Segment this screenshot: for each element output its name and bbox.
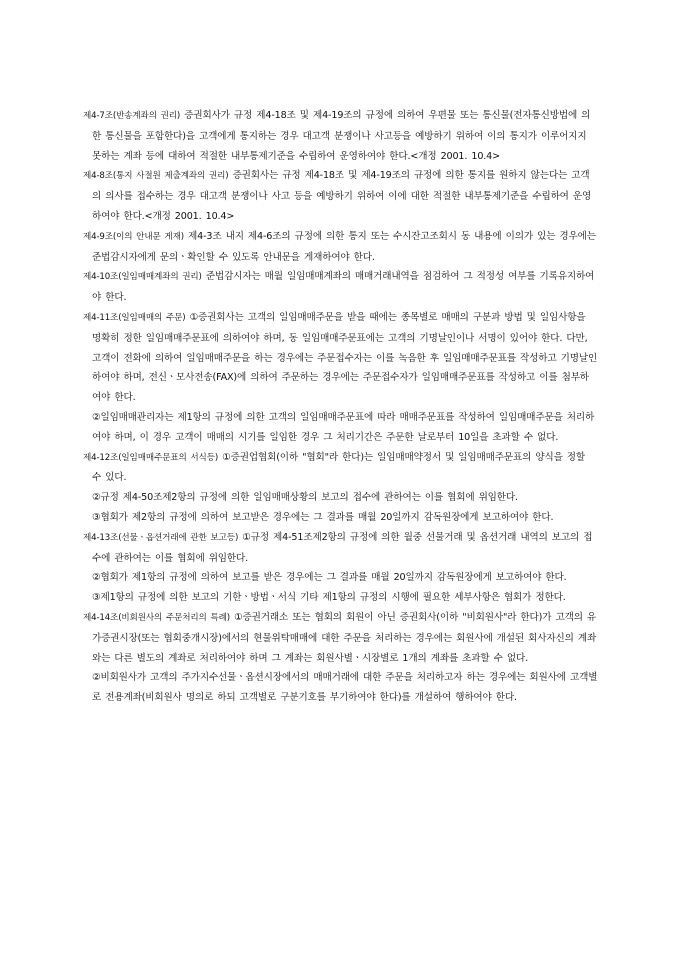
article-heading: 제4-13조(선물ㆍ옵션거래에 관한 보고등) <box>83 532 239 543</box>
article-heading: 제4-14조(비회원사의 주문처리의 특례) <box>83 612 230 623</box>
article-body: ①증권거래소 또는 협회의 회원이 아닌 증권회사(이하 "비회원사"라 한다)가 고객의 유가증권시장(또는 협회중개시장)에서의 현물위탁매매에 대한 주문을 처리하는 경우에는 회원사에 개설된 회사자신의 계좌와는 다른 별도의 계좌로 처리하여야 하며 그 계좌는 회원사별ㆍ시장별로 1개의 계좌를 초과할 수 없다. <box>92 611 597 664</box>
article-heading: 제4-11조(일임매매의 주문) <box>83 312 186 323</box>
article-4-8 <box>83 166 598 226</box>
article-4-12-paragraph-3: ③협회가 제2항의 규정에 의하여 보고받은 경우에는 그 결과를 매월 20일까지 감독원장에게 보고하여야 한다. <box>92 511 554 523</box>
article-heading: 제4-8조(통지 사절원 제출계좌의 권리) <box>83 171 229 182</box>
article-4-10 <box>83 267 598 308</box>
article-4-7 <box>83 106 598 166</box>
article-heading: 제4-12조(일임매매주문표의 서식등) <box>83 452 219 463</box>
article-4-14-paragraph-2: ②비회원사가 고객의 주가지수선물ㆍ옵션시장에서의 매매거래에 대한 주문을 처리하고자 하는 경우에는 회원사에 고객별로 전용계좌(비회원사 명의로 하되 고객별로 구분기호를 부기하여야 한다)를 개설하여 행하여야 한다. <box>92 672 598 704</box>
article-4-12-paragraph-2: ②규정 제4-50조제2항의 규정에 의한 일임매매상황의 보고의 접수에 관하여는 이를 협회에 위임한다. <box>92 492 518 504</box>
article-4-13-paragraph-3: ③제1항의 규정에 의한 보고의 기한ㆍ방법ㆍ서식 기타 제1항의 규정의 시행에 필요한 세부사항은 협회가 정한다. <box>92 592 566 604</box>
article-body: 증권회사는 규정 제4-18조 및 제4-19조의 규정에 의한 통지를 원하지 않는다는 고객의 의사를 접수하는 경우 대고객 분쟁이나 사고 등을 예방하기 위하여 이에 대한 적절한 내부통제기준을 수립하여 운영하여야 한다.<개정 2001. 10.4> <box>92 170 592 222</box>
article-heading: 제4-7조(반송계좌의 권리) <box>83 111 181 121</box>
article-body: 제4-3조 내지 제4-6조의 규정에 의한 통지 또는 수시잔고조회시 동 내용에 이의가 있는 경우에는 준법감시자에게 문의ㆍ확인할 수 있도록 안내문을 게재하여야 한다. <box>92 230 596 263</box>
article-4-11 <box>83 308 598 408</box>
article-4-13 <box>83 528 598 569</box>
article-body: 준법감시자는 매월 일임매매계좌의 매매거래내역을 점검하여 그 적정성 여부를 기록유지하여야 한다. <box>92 271 595 304</box>
article-4-11-paragraph-2: ②일임매매관리자는 제1항의 규정에 의한 고객의 일임매매주문표에 따라 매매주문표를 작성하여 일임매매주문을 처리하여야 하며, 이 경우 고객이 매매의 시기를 일임한 경우 그 처리기간은 주문한 날로부터 10일을 초과할 수 없다. <box>92 411 595 443</box>
article-4-9 <box>83 227 598 268</box>
article-body: 증권회사가 규정 제4-18조 및 제4-19조의 규정에 의하여 우편물 또는 통신물(전자통신방법에 의한 통신물을 포함한다)을 고객에게 통지하는 경우 대고객 분쟁이나 사고등을 예방하기 위하여 이의 통지가 이루어지지 못하는 계좌 등에 대하여 적절한 내부통제기준을 수립하여 운영하여야 한다.<개정 2001. 10.4> <box>92 110 591 162</box>
article-4-13-paragraph-2: ②협회가 제1항의 규정에 의하여 보고를 받은 경우에는 그 결과를 매월 20일까지 감독원장에게 보고하여야 한다. <box>92 572 567 584</box>
article-heading: 제4-10조(일임매매계좌의 권리) <box>83 272 202 283</box>
article-body: ①증권회사는 고객의 일임매매주문을 받을 때에는 종목별로 매매의 구분과 방법 및 일임사항을 명확히 정한 일임매매주문표에 의하여야 하며, 동 일임매매주문표에는 고객의 기명날인이나 서명이 있어야 한다. 다만, 고객이 전화에 의하여 일임매매주문을 하는 경우에는 주문접수자는 이를 녹음한 후 일임매매주문표를 작성하고 기명날인하여야 하며, 전신ㆍ모사전송(FAX)에 의하여 주문하는 경우에는 주문접수자가 일임매매주문표를 작성하고 이를 첨부하여야 한다. <box>92 311 598 404</box>
article-body: ①규정 제4-51조제2항의 규정에 의한 월중 선물거래 및 옵션거래 내역의 보고의 접수에 관하여는 이를 협회에 위임한다. <box>92 531 593 564</box>
article-4-14 <box>83 608 598 668</box>
article-heading: 제4-9조(이의 안내문 게재) <box>83 231 184 242</box>
article-4-12 <box>83 448 598 489</box>
article-body: ①증권업협회(이하 "협회"라 한다)는 일임매매약정서 및 일임매매주문표의 양식을 정할 수 있다. <box>92 451 586 484</box>
